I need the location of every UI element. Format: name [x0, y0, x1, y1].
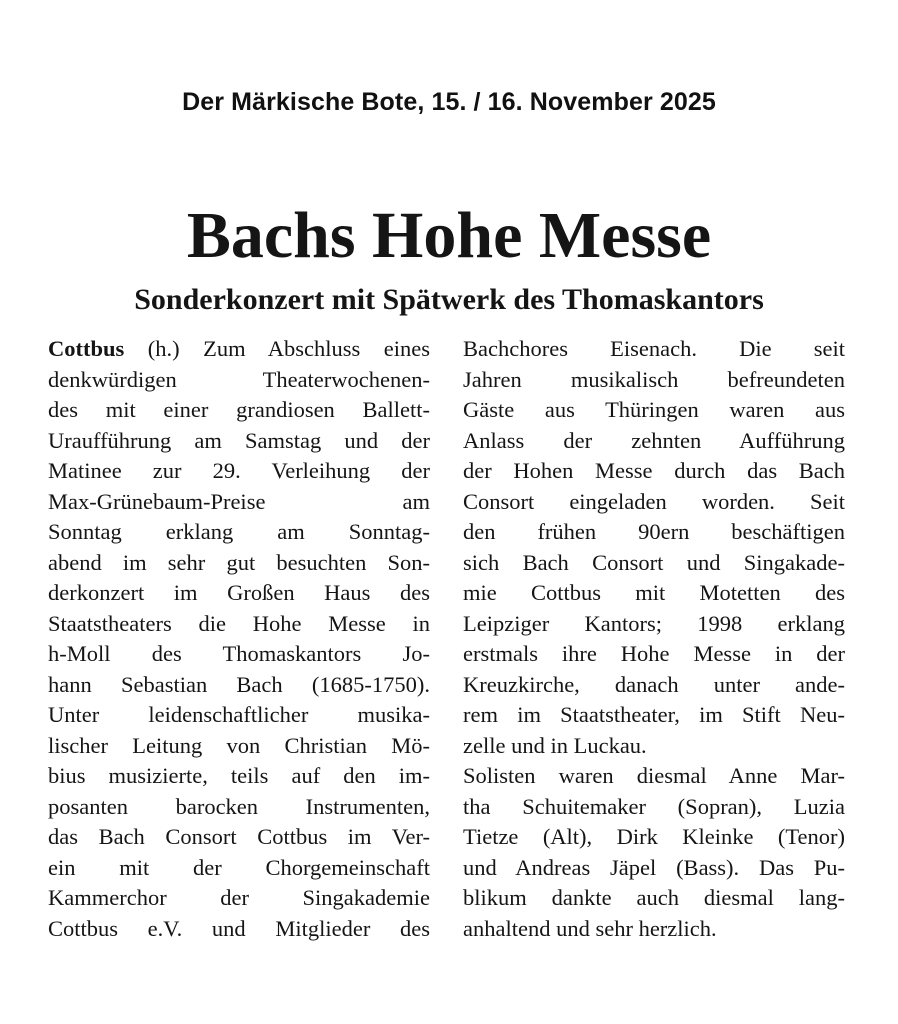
article-line: und Andreas Jäpel (Bass). Das Pu- [463, 854, 845, 880]
article-line: derkonzert im Großen Haus des [48, 580, 430, 605]
article-line: zelle und in Luckau. [463, 732, 647, 758]
article-line: anhaltend und sehr herzlich. [463, 915, 717, 941]
article-line: Matinee zur 29. Verleihung der [48, 458, 430, 483]
article-line: Kreuzkirche, danach unter ande- [463, 671, 845, 697]
article-line: Max-Grünebaum-Preise am [48, 488, 430, 514]
newspaper-source-line: Der Märkische Bote, 15. / 16. November 2025 [182, 88, 716, 116]
article-line: blikum dankte auch diesmal lang- [463, 885, 845, 910]
article-line: der Hohen Messe durch das Bach [463, 458, 845, 483]
article-column-right [463, 334, 845, 944]
article-line: Solisten waren diesmal Anne Mar- [463, 763, 845, 788]
article-line: h-Moll des Thomaskantors Jo- [48, 641, 430, 666]
article-line: Staatstheaters die Hohe Messe in [48, 610, 430, 636]
article-line: hann Sebastian Bach (1685-1750). [48, 671, 430, 697]
article-line: mie Cottbus mit Motetten des [463, 580, 845, 605]
article-line: bius musizierte, teils auf den im- [48, 763, 430, 788]
article-line: posanten barocken Instrumenten, [48, 793, 430, 819]
article-line: Tietze (Alt), Dirk Kleinke (Tenor) [463, 824, 845, 849]
article-line: rem im Staatstheater, im Stift Neu- [463, 702, 845, 727]
article-line: tha Schuitemaker (Sopran), Luzia [463, 793, 845, 819]
article-line: Unter leidenschaftlicher musika- [48, 702, 430, 727]
article-line: Consort eingeladen worden. Seit [463, 488, 845, 514]
article-line: sich Bach Consort und Singakade- [463, 549, 845, 575]
article-line: lischer Leitung von Christian Mö- [48, 732, 430, 758]
article-line: denkwürdigen Theaterwochenen- [48, 366, 430, 392]
article-line: das Bach Consort Cottbus im Ver- [48, 824, 430, 849]
article-line: Gäste aus Thüringen waren aus [463, 397, 845, 422]
article-column-left [48, 334, 430, 944]
article-line: abend im sehr gut besuchten Son- [48, 549, 430, 575]
article-line: ein mit der Chorgemeinschaft [48, 854, 430, 880]
article-subheadline: Sonderkonzert mit Spätwerk des Thomaskantors [134, 283, 764, 316]
article-line: Kammerchor der Singakademie [48, 885, 430, 910]
dateline-place: Cottbus [48, 336, 125, 361]
article-line: Bachchores Eisenach. Die seit [463, 336, 845, 361]
article-line: Anlass der zehnten Aufführung [463, 427, 845, 453]
article-line: Leipziger Kantors; 1998 erklang [463, 610, 845, 636]
article-line: den frühen 90ern beschäftigen [463, 519, 845, 544]
article-line: Cottbus e.V. und Mitglieder des [48, 915, 430, 941]
article-headline: Bachs Hohe Messe [186, 199, 712, 272]
article-line-text: (h.) Zum Abschluss eines [124, 336, 430, 361]
article-line: Jahren musikalisch befreundeten [463, 366, 845, 392]
article-line: des mit einer grandiosen Ballett- [48, 397, 430, 422]
article-line: Uraufführung am Samstag und der [48, 427, 430, 453]
article-line: Sonntag erklang am Sonntag- [48, 519, 430, 544]
article-line [48, 334, 430, 365]
article-line: erstmals ihre Hohe Messe in der [463, 641, 845, 666]
